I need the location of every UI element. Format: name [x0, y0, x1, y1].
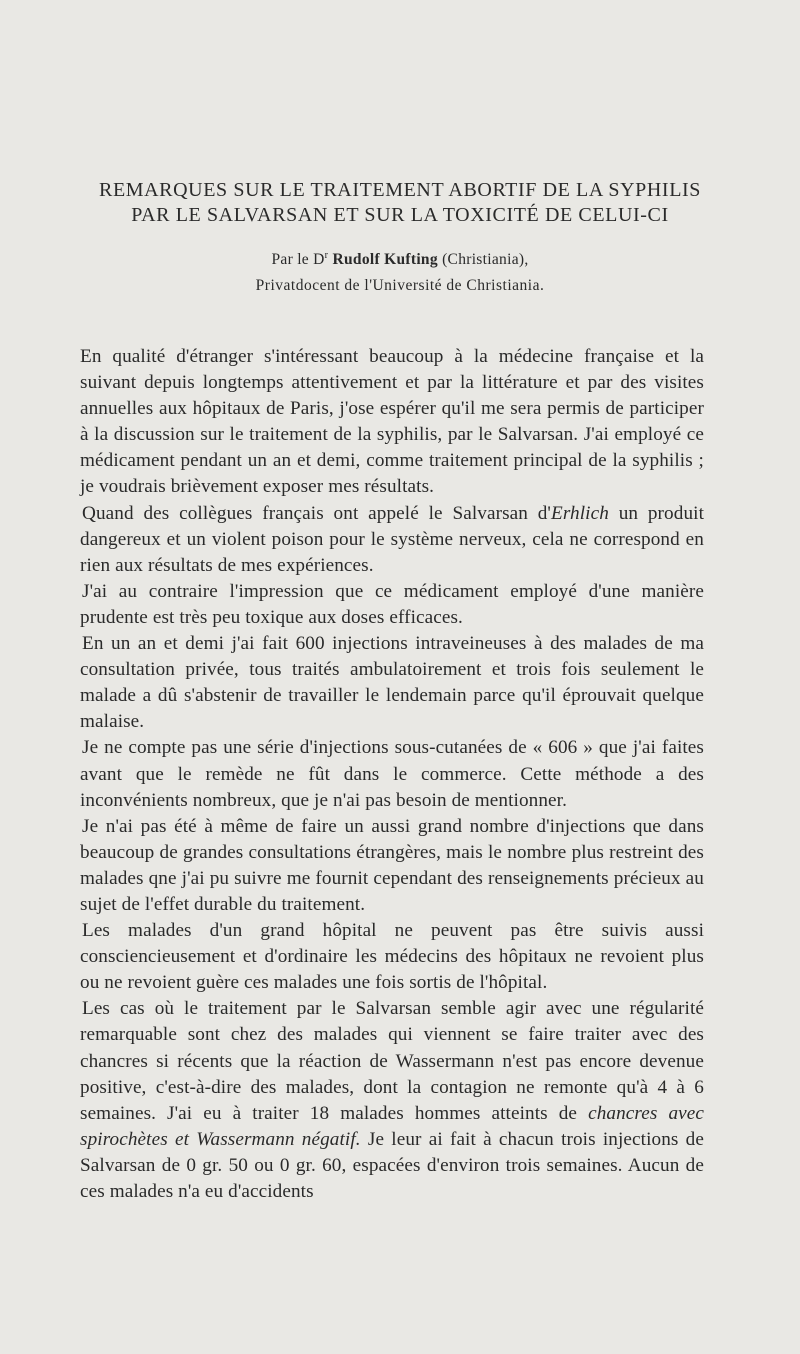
paragraph-2-rest: un produit dangereux et un violent poison pour le système nerveux, cela ne correspond en rien aux résultats de mes expériences. — [80, 502, 704, 576]
paragraph-8-start: Les cas où le traitement par le Salvarsan semble agir avec une régularité remarquable sont chez des malades qui viennent se faire traiter avec des chancres si récents que la réaction de Wassermann n'est pas encore devenue positive, c'est-à-dire des malades, dont la contagion ne remonte qu'à 4 à 6 semaines. J'ai eu à traiter 18 malades hommes atteints de — [80, 998, 704, 1124]
paragraph-2-italic: Erhlich — [551, 502, 609, 524]
paragraph-8 — [80, 996, 704, 1205]
paragraph-5: Je ne compte pas une série d'injections sous-cutanées de « 606 » que j'ai faites avant que le remède ne fût dans le commerce. Cette méthode a des inconvénients nombreux, que je n'ai pas besoin de mentionner. — [80, 737, 704, 811]
byline — [40, 250, 760, 270]
author-place: (Christiania), — [442, 251, 529, 268]
paragraph-6: Je n'ai pas été à même de faire un aussi grand nombre d'injections que dans beaucoup de grandes consultations étrangères, mais le nombre plus restreint des malades qne j'ai pu suivre me fournit cependant des renseignements précieux au sujet de l'effet durable du traitement. — [80, 815, 704, 915]
paragraph-1: En qualité d'étranger s'intéressant beaucoup à la médecine française et la suivant depuis longtemps attentivement et par la littérature et par des visites annuelles aux hôpitaux de Paris, j'ose espérer qu'il me sera permis de participer à la discussion sur le traitement de la syphilis, par le Salvarsan. J'ai employé ce médicament pendant un an et demi, comme traitement principal de la syphilis ; je voudrais brièvement exposer mes résultats. — [80, 346, 704, 498]
article-title-line-1: REMARQUES SUR LE TRAITEMENT ABORTIF DE LA SYPHILIS — [99, 179, 701, 201]
paragraph-7: Les malades d'un grand hôpital ne peuvent pas être suivis aussi consciencieusement et d'ordinaire les médecins des hôpitaux ne revoient plus ou ne revoient guère ces malades une fois sortis de l'hôpital. — [80, 920, 704, 994]
paragraph-8-rest: Je leur ai fait à chacun trois injections de Salvarsan de 0 gr. 50 ou 0 gr. 60, espacées d'environ trois semaines. Aucun de ces malades n'a eu d'accidents — [80, 1128, 704, 1202]
byline-sup: r — [324, 249, 329, 261]
paragraph-2-start: Quand des collègues français ont appelé le Salvarsan d' — [82, 502, 551, 524]
author-name: Rudolf Kufting — [332, 251, 438, 268]
paragraph-2 — [80, 501, 704, 579]
byline-prefix: Par le D — [271, 251, 325, 268]
article-body — [80, 344, 704, 1205]
article-title-line-2: PAR LE SALVARSAN ET SUR LA TOXICITÉ DE CELUI-CI — [131, 204, 669, 226]
paragraph-4: En un an et demi j'ai fait 600 injections intraveineuses à des malades de ma consultation privée, tous traités ambulatoirement et trois fois seulement le malade a dû s'abstenir de travailler le lendemain parce qu'il éprouvait quelque malaise. — [80, 633, 704, 733]
paragraph-3: J'ai au contraire l'impression que ce médicament employé d'une manière prudente est très peu toxique aux doses efficaces. — [80, 580, 704, 628]
author-affiliation: Privatdocent de l'Université de Christiania. — [255, 277, 545, 294]
paragraph-8-italic: chancres avec spirochètes et Wassermann négatif. — [80, 1102, 705, 1150]
